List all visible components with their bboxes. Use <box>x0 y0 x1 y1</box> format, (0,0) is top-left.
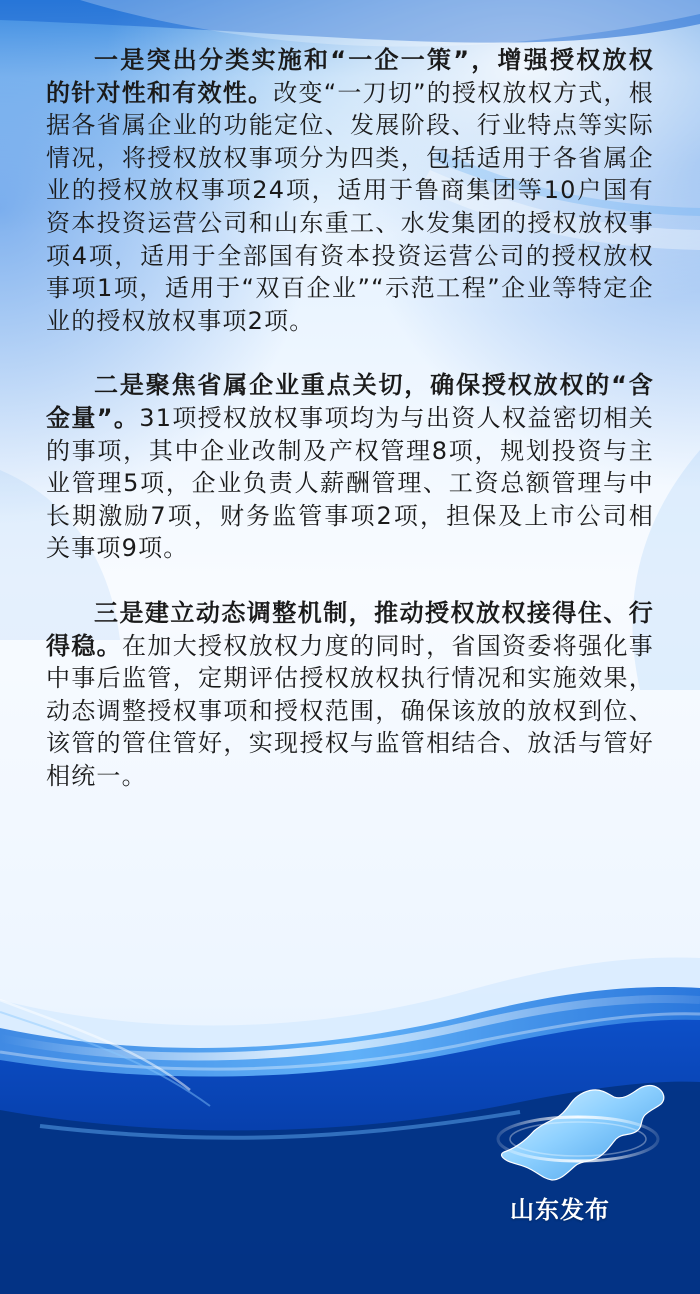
paragraph-2-lead: 二是聚焦省属企业重点关切，确保授权放权的“含金量”。 <box>46 371 654 432</box>
article-body <box>46 44 654 792</box>
paragraph-3-lead: 三是建立动态调整机制，推动授权放权接得住、行得稳。 <box>46 598 654 660</box>
shandong-map-icon <box>486 1060 676 1190</box>
paragraph-1-lead: 一是突出分类实施和“一企一策”，增强授权放权的针对性和有效性。 <box>46 46 654 107</box>
paragraph-2 <box>46 369 654 565</box>
paragraph-2-body: 31项授权放权事项均为与出资人权益密切相关的事项，其中企业改制及产权管理8项，规划投资与主业管理5项，企业负责人薪酬管理、工资总额管理与中长期激励7项，财务监管事项2项，担保及上市公司相关事项9项。 <box>46 403 654 563</box>
brand-logo-text: 山东发布 <box>510 1196 610 1224</box>
paragraph-1 <box>46 44 654 337</box>
paragraph-3 <box>46 597 654 793</box>
paragraph-1-body: 改变“一刀切”的授权放权方式，根据各省属企业的功能定位、发展阶段、行业特点等实际情况，将授权放权事项分为四类，包括适用于各省属企业的授权放权事项24项，适用于鲁商集团等10户国有资本投资运营公司和山东重工、水发集团的授权放权事项4项，适用于全部国有资本投资运营公司的授权放权事项1项，适用于“双百企业”“示范工程”企业等特定企业的授权放权事项2项。 <box>46 78 654 335</box>
shandong-map-graphic <box>486 1060 676 1190</box>
paragraph-3-body: 在加大授权放权力度的同时，省国资委将强化事中事后监管，定期评估授权放权执行情况和实施效果，动态调整授权事项和授权范围，确保该放的放权到位、该管的管住管好，实现授权与监管相结合、放活与管好相统一。 <box>46 631 654 790</box>
